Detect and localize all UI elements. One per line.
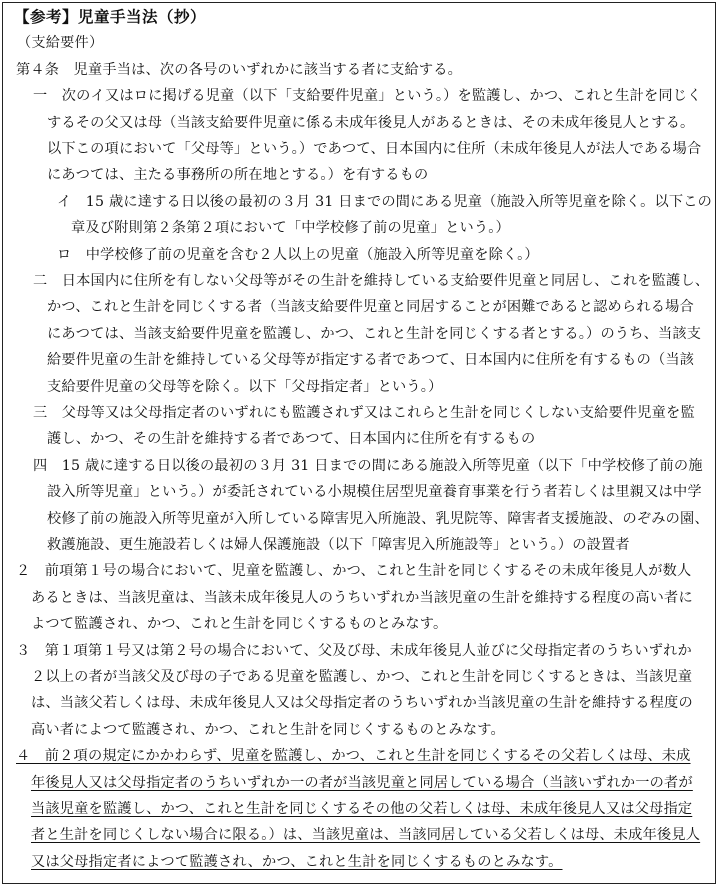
- paragraph-4-line-1: ４ 前２項の規定にかかわらず、児童を監護し、かつ、これと生計を同じくするその父若しくは母、未成: [16, 748, 691, 765]
- item-1-line-2: するその父又は母（当該支給要件児童に係る未成年後見人があるときは、その未成年後見人とする。: [47, 114, 695, 131]
- item-4-line-3: 校修了前の施設入所等児童が入所している障害児入所施設、乳児院等、障害者支援施設、のぞみの園、: [47, 510, 709, 527]
- item-1-line-3: 以下この項において「父母等」という。）であつて、日本国内に住所（未成年後見人が法人である場合: [47, 141, 702, 157]
- item-4-line-4: 救護施設、更生施設若しくは婦人保護施設（以下「障害児入所施設等」という。）の設置者: [47, 537, 630, 553]
- item-1-line-4: にあつては、主たる事務所の所在地とする。）を有するもの: [47, 167, 429, 184]
- paragraph-3-line-3: は、当該父若しくは母、未成年後見人又は父母指定者のうちいずれか当該児童の生計を維持する程度の: [31, 695, 693, 712]
- item-2-line-1: 二 日本国内に住所を有しない父母等がその生計を維持している支給要件児童と同居し、これを監護し、: [33, 273, 710, 289]
- item-1-line-1: 一 次のイ又はロに掲げる児童（以下「支給要件児童」という。）を監護し、かつ、これと生計を同じく: [33, 88, 702, 105]
- item-2-line-2: かつ、これと生計を同じくする者（当該支給要件児童と同居することが困難であると認められる場合: [47, 299, 694, 316]
- item-3-line-1: 三 父母等又は父母指定者のいずれにも監護されず又はこれらと生計を同じくしない支給要件児童を監: [33, 405, 695, 421]
- paragraph-4-line-3: 当該児童を監護し、かつ、これと生計を同じくするその他の父若しくは母、未成年後見人又は父母指定: [31, 801, 693, 817]
- paragraph-2-line-3: よつて監護され、かつ、これと生計を同じくするものとみなす。: [31, 616, 448, 633]
- paragraph-3-line-2: ２以上の者が当該父及び母の子である児童を監護し、かつ、これと生計を同じくするときは、当該児童: [31, 669, 693, 685]
- paragraph-2-line-2: あるときは、当該児童は、当該未成年後見人のうちいずれか当該児童の生計を維持する程度の高い者に: [31, 589, 693, 606]
- paragraph-3-line-4: 高い者によつて監護され、かつ、これと生計を同じくするものとみなす。: [31, 721, 505, 738]
- paragraph-3-line-1: ３ 第１項第１号又は第２号の場合において、父及び母、未成年後見人並びに父母指定者のうちいずれか: [16, 642, 692, 659]
- item-4-line-2: 設入所等児童」という。）が委託されている小規模住居型児童養育事業を行う者若しくは里親又は中学: [47, 484, 702, 501]
- item-4-line-1: 四 15 歳に達する日以後の最初の３月 31 日までの間にある施設入所等児童（以下「中学校修了前の施: [33, 457, 703, 474]
- article-4-heading: 第４条 児童手当は、次の各号のいずれかに該当する者に支給する。: [16, 61, 463, 78]
- paragraph-4-line-4: 者と生計を同じくしない場合に限る。）は、当該児童は、当該同居している父若しくは母、未成年後見人: [31, 827, 701, 844]
- section-caption: （支給要件）: [17, 35, 104, 52]
- document-frame: [2, 2, 716, 884]
- paragraph-4-line-5: 又は父母指定者によつて監護され、かつ、これと生計を同じくするものとみなす。: [31, 853, 563, 870]
- item-2-line-4: 給要件児童の生計を維持している父母等が指定する者であつて、日本国内に住所を有するもの（当該: [47, 352, 695, 369]
- subitem-ro-line-1: ロ 中学校修了前の児童を含む２人以上の児童（施設入所等児童を除く。）: [57, 246, 539, 263]
- paragraph-2-line-1: ２ 前項第１号の場合において、児童を監護し、かつ、これと生計を同じくするその未成年後見人が数人: [16, 563, 692, 580]
- subitem-i-line-1: イ 15 歳に達する日以後の最初の３月 31 日までの間にある児童（施設入所等児童を除く。以下この: [57, 193, 713, 210]
- document-title: 【参考】児童手当法（抄）: [14, 8, 207, 26]
- item-2-line-3: にあつては、当該支給要件児童を監護し、かつ、これと生計を同じくする者とする。）のうち、当該支: [47, 325, 702, 342]
- item-2-line-5: 支給要件児童の父母等を除く。以下「父母指定者」という。）: [47, 378, 443, 395]
- subitem-i-line-2: 章及び附則第２条第２項において「中学校修了前の児童」という。）: [71, 220, 510, 237]
- item-3-line-2: 護し、かつ、その生計を維持する者であつて、日本国内に住所を有するもの: [47, 431, 536, 448]
- paragraph-4-line-2: 年後見人又は父母指定者のうちいずれか一の者が当該児童と同居している場合（当該いずれか一の者が: [31, 774, 693, 791]
